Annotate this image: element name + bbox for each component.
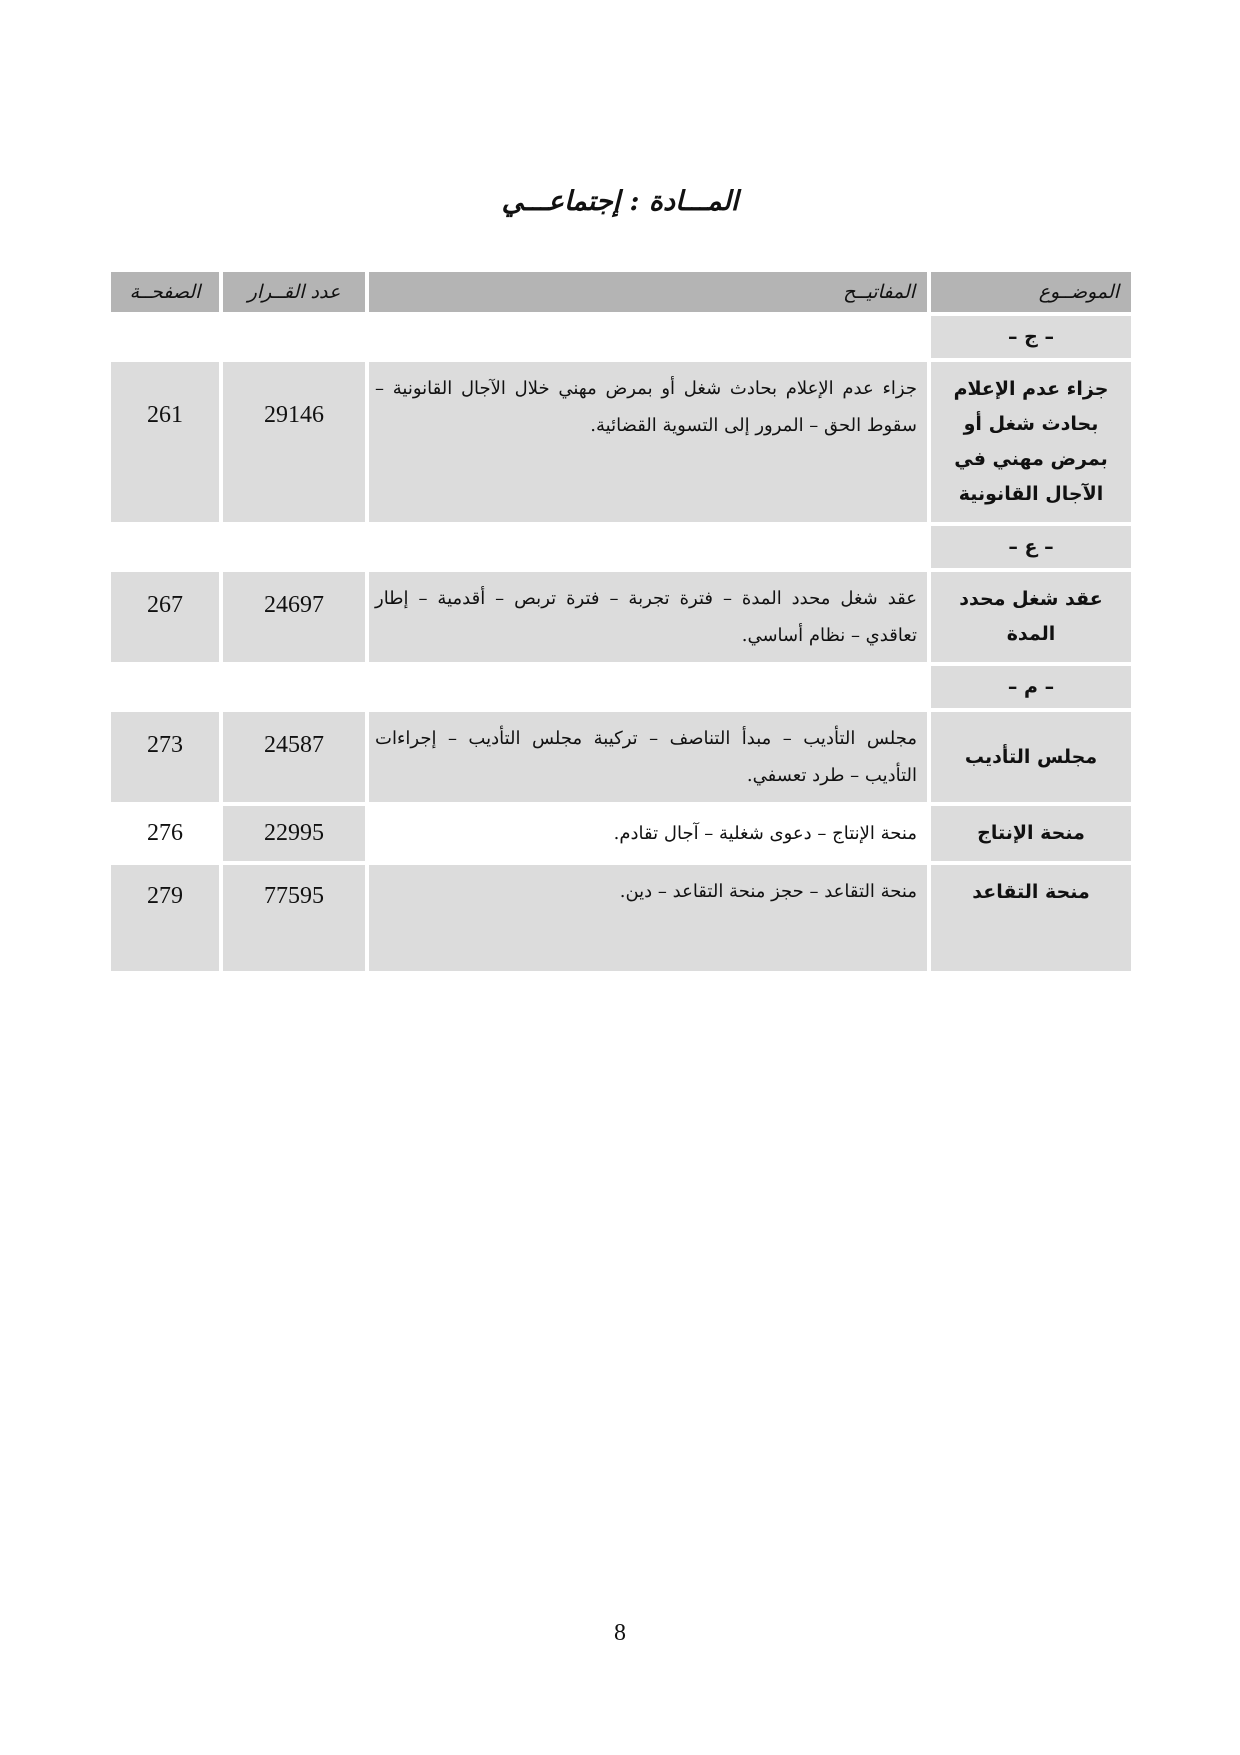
keywords-cell: مجلس التأديب – مبدأ التناصف – تركيبة مجلس التأديب – إجراءات التأديب – طرد تعسفي. xyxy=(369,712,927,802)
page-title: المـــادة : إجتماعـــي xyxy=(501,186,739,217)
page-number: 8 xyxy=(614,1620,626,1646)
header-decision-number: عدد القــرار xyxy=(223,272,365,312)
table-row xyxy=(111,865,1131,971)
table-header-row xyxy=(111,272,1131,312)
table-row xyxy=(111,362,1131,522)
keywords-cell: منحة الإنتاج – دعوى شغلية – آجال تقادم. xyxy=(369,806,927,861)
section-letter: – ع – xyxy=(931,526,1131,568)
decision-number-cell: 29146 xyxy=(223,362,365,522)
section-letter: – م – xyxy=(931,666,1131,708)
page-cell: 261 xyxy=(111,362,219,522)
table-row xyxy=(111,572,1131,662)
keywords-cell: جزاء عدم الإعلام بحادث شغل أو بمرض مهني خلال الآجال القانونية – سقوط الحق – المرور إلى التسوية القضائية. xyxy=(369,362,927,522)
header-keywords: المفاتيــح xyxy=(369,272,927,312)
topic-cell: جزاء عدم الإعلام بحادث شغل أو بمرض مهني في الآجال القانونية xyxy=(931,362,1131,522)
section-letter-row xyxy=(111,526,1131,568)
decision-number-cell: 24697 xyxy=(223,572,365,662)
topic-cell: عقد شغل محدد المدة xyxy=(931,572,1131,662)
topic-cell: منحة التقاعد xyxy=(931,865,1131,971)
topic-cell: منحة الإنتاج xyxy=(931,806,1131,861)
keywords-cell: منحة التقاعد – حجز منحة التقاعد – دين. xyxy=(369,865,927,971)
index-table xyxy=(107,268,1135,975)
header-topic: الموضــوع xyxy=(931,272,1131,312)
page-cell: 279 xyxy=(111,865,219,971)
table-row xyxy=(111,712,1131,802)
topic-cell: مجلس التأديب xyxy=(931,712,1131,802)
decision-number-cell: 22995 xyxy=(223,806,365,861)
page-cell: 267 xyxy=(111,572,219,662)
keywords-cell: عقد شغل محدد المدة – فترة تجربة – فترة تربص – أقدمية – إطار تعاقدي – نظام أساسي. xyxy=(369,572,927,662)
section-letter-row xyxy=(111,666,1131,708)
page-cell: 276 xyxy=(111,806,219,861)
header-page: الصفحــة xyxy=(111,272,219,312)
decision-number-cell: 77595 xyxy=(223,865,365,971)
decision-number-cell: 24587 xyxy=(223,712,365,802)
page-cell: 273 xyxy=(111,712,219,802)
section-letter-row xyxy=(111,316,1131,358)
table-row xyxy=(111,806,1131,861)
section-letter: – ج – xyxy=(931,316,1131,358)
